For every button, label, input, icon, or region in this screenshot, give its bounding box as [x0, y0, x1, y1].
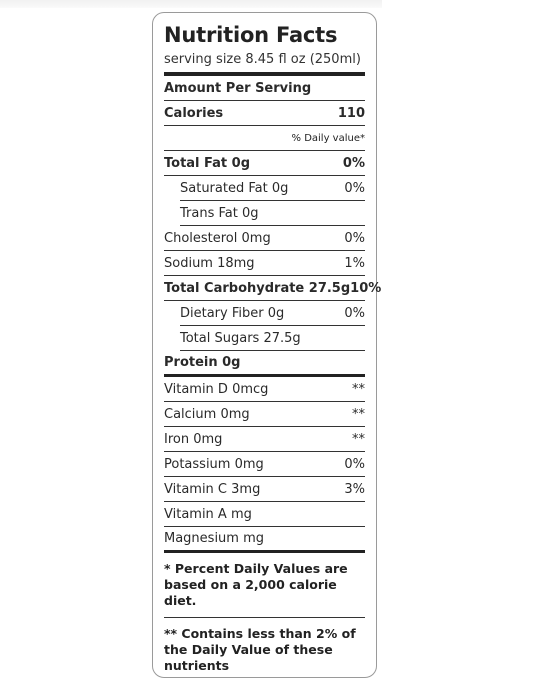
vitamin-value: ** [352, 406, 365, 422]
vitamin-value: 0% [344, 456, 365, 472]
calories-value: 110 [337, 105, 365, 121]
vitamin-name: Calcium 0mg [164, 406, 250, 422]
nutrient-row-total-sugars [180, 326, 365, 351]
vitamin-value: ** [352, 381, 365, 397]
footnote-daily-values: * Percent Daily Values are based on a 2,000 calorie diet. [164, 553, 365, 618]
nutrient-value: 0% [344, 180, 365, 196]
daily-value-header: % Daily value* [291, 132, 365, 144]
amount-per-serving: Amount Per Serving [164, 80, 312, 96]
nutrient-value: 1% [344, 255, 365, 271]
nutrient-row-saturated-fat [180, 176, 365, 201]
label-title: Nutrition Facts [164, 23, 338, 47]
nutrient-name: Sodium 18mg [164, 255, 255, 271]
daily-value-header-row [164, 126, 365, 151]
vitamin-value: 3% [344, 481, 365, 497]
nutrient-row-sodium [164, 251, 365, 276]
vitamin-row-calcium [164, 402, 365, 427]
amount-per-serving-row [164, 76, 365, 101]
nutrient-row-total-fat [164, 151, 365, 176]
nutrient-value: 10% [350, 280, 382, 296]
nutrient-row-dietary-fiber [180, 301, 365, 326]
nutrient-name: Trans Fat 0g [180, 205, 259, 221]
top-shade [0, 0, 382, 8]
vitamin-row-vitamin-d [164, 377, 365, 402]
nutrient-row-trans-fat [180, 201, 365, 226]
nutrient-name: Cholesterol 0mg [164, 230, 271, 246]
nutrient-name: Protein 0g [164, 355, 241, 370]
nutrient-name: Total Sugars 27.5g [180, 330, 301, 346]
vitamin-row-vitamin-c [164, 477, 365, 502]
vitamin-row-magnesium [164, 527, 365, 553]
nutrient-row-protein [164, 351, 365, 377]
nutrient-name: Saturated Fat 0g [180, 180, 289, 196]
vitamin-row-vitamin-a [164, 502, 365, 527]
nutrient-value: 0% [344, 230, 365, 246]
vitamin-row-potassium [164, 452, 365, 477]
vitamin-name: Magnesium mg [164, 531, 265, 546]
footnote-less-than-2-percent: ** Contains less than 2% of the Daily Value of these nutrients [164, 626, 356, 673]
nutrient-name: Dietary Fiber 0g [180, 305, 285, 321]
vitamin-name: Iron 0mg [164, 431, 223, 447]
nutrient-name: Total Fat 0g [164, 155, 251, 171]
nutrient-row-cholesterol [164, 226, 365, 251]
nutrition-facts-label [152, 12, 382, 678]
nutrient-row-total-carbohydrate [164, 276, 382, 301]
label-content [164, 20, 382, 682]
vitamin-row-iron [164, 427, 365, 452]
serving-size: serving size 8.45 fl oz (250ml) [164, 52, 361, 67]
vitamin-name: Potassium 0mg [164, 456, 264, 472]
nutrient-name: Total Carbohydrate 27.5g [164, 280, 351, 296]
vitamin-value: ** [352, 431, 365, 447]
vitamin-name: Vitamin A mg [164, 506, 252, 522]
nutrient-value: 0% [344, 305, 365, 321]
nutrient-value: 0% [342, 155, 365, 171]
calories-label: Calories [164, 105, 224, 121]
vitamin-name: Vitamin D 0mcg [164, 381, 269, 397]
calories-row [164, 101, 365, 126]
vitamin-name: Vitamin C 3mg [164, 481, 261, 497]
